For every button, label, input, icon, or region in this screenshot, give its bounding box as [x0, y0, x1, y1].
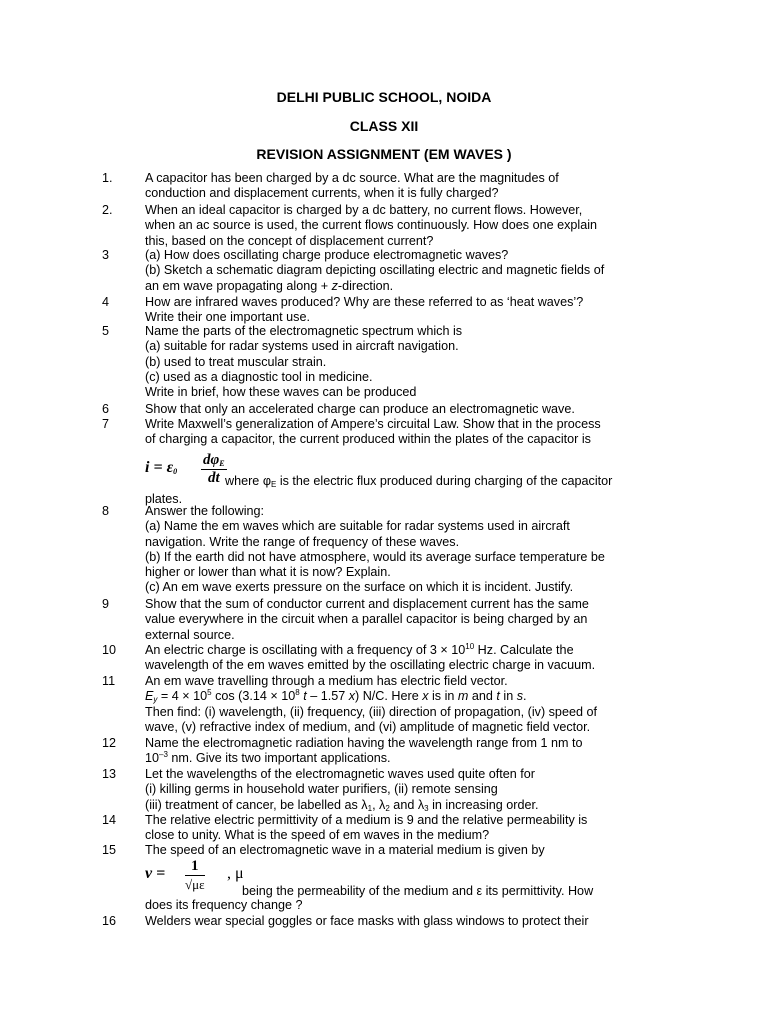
question-number: 16: [102, 914, 117, 928]
class-label: CLASS XII: [349, 118, 419, 134]
wave-speed-equation: v = $\frac{1}{√\mu\varepsilon}$ , μ being the permeability of the medium and ε its permittivity. How: [145, 858, 594, 899]
question-number: 12: [102, 736, 117, 750]
question-number: 1.: [102, 171, 113, 185]
school-name: DELHI PUBLIC SCHOOL, NOIDA: [276, 89, 492, 105]
question-number: 8: [102, 504, 110, 518]
question-number: 5: [102, 324, 110, 338]
question-number: 11: [102, 674, 116, 688]
question-number: 10: [102, 643, 117, 657]
question-number: 13: [102, 767, 117, 781]
question-number: 7: [102, 417, 110, 431]
displacement-current-equation: $i = \varepsilon_0$ $d\varphi_E$ dt where $\varphi_E$ is the electric flux produced during charging of the capacitor: [145, 451, 613, 489]
question-number: 14: [102, 813, 117, 827]
question-number: 2.: [102, 203, 113, 217]
question-number: 6: [102, 402, 110, 416]
flux-derivative-fraction: $d\varphi_E$ dt: [203, 451, 225, 486]
question-number: 3: [102, 248, 110, 262]
wave-speed-fraction: $\frac{1}{√\mu\varepsilon}$: [185, 858, 205, 893]
question-number: 9: [102, 597, 110, 611]
electric-field-equation: $E_y = 4 \times 10^5$ $\cos (3.14 \times 10^8$ t – 1.57 x) N/C. Here x is in m and t in s.: [145, 688, 527, 705]
question-number: 15: [102, 843, 117, 857]
document-page: DELHI PUBLIC SCHOOL, NOIDA CLASS XII REVISION ASSIGNMENT (EM WAVES ) 1. A capacitor has been charged by a dc source. What are the magnitudes of conduction and displacement currents, when it is fully charged? 2. When an ideal capacitor is charged by a dc battery, no current flows. However, when an ac source is used, the current flows continuously. How does one explain this, based on the concept of displacement current? 3 (a) How does oscillating charge produce electromagnetic waves? (b) Sketch a schematic diagram depicting oscillating electric and magnetic fields of an em wave propagating along + z-direction. 4 How are infrared waves produced? Why are these referred to as ‘heat waves’? Write their one important use. 5 Name the parts of the electromagnetic spectrum which is (a) suitable for radar systems used in aircraft navigation. (b) used to treat muscular strain. (c) used as a diagnostic tool in medicine. Write in brief, how these waves can be produced 6 Show that only an accelerated charge can produce an electromagnetic wave. 7 Write Maxwell’s generalization of Ampere’s circuital Law. Show that in the process of charging a capacitor, the current produced within the plates of the capacitor is $i = \varepsilon_0$ $d\varphi_E$ dt where $\varphi_E$ is the electric flux produced during charging of the capacitor plates. 8 Answer the following: (a) Name the em waves which are suitable for radar systems used in aircraft navigation. Write the range of frequency of these waves. (b) If the earth did not have atmosphere, would its average surface temperature be higher or lower than what it is now? Explain. (c) An em wave exerts pressure on the surface on which it is incident. Justify. 9 Show that the sum of conductor current and displacement current has the same value everywhere in the circuit when a parallel capacitor is being charged by an external source. 10 An electric charge is oscillating with a frequency of $3 \times 10^{10}$ Hz. Calculate the wavelength of the em waves emitted by the oscillating electric charge in vacuum. 11 An em wave travelling through a medium has electric field vector. $E_y = 4 \times 10^5$ $\cos (3.14 \times 10^8$ t – 1.57 x) N/C. Here x is in m and t in s. Then find: (i) wavelength, (ii) frequency, (iii) direction of propagation, (iv) speed of wave, (v) refractive index of medium, and (vi) amplitude of magnetic field vector. 12 Name the electromagnetic radiation having the wavelength range from 1 nm to $10^{-3}$ nm. Give its two important applications. 13 Let the wavelengths of the electromagnetic waves used quite often for (i) killing germs in household water purifiers, (ii) remote sensing (iii) treatment of cancer, be labelled as $\lambda_1$, $\lambda_2$ and $\lambda_3$ in increasing order. 14 The relative electric permittivity of a medium is 9 and the relative permeability is close to unity. What is the speed of em waves in the medium? 15 The speed of an electromagnetic wave in a material medium is given by v = $\frac{1}{√\mu\varepsilon}$ , μ being the permeability of the medium and ε its permittivity. How does its frequency change ? 16 Welders wear special goggles or face masks with glass windows to protect their: [0, 0, 768, 1024]
assignment-title: REVISION ASSIGNMENT (EM WAVES ): [256, 146, 512, 162]
question-number: 4: [102, 295, 110, 309]
